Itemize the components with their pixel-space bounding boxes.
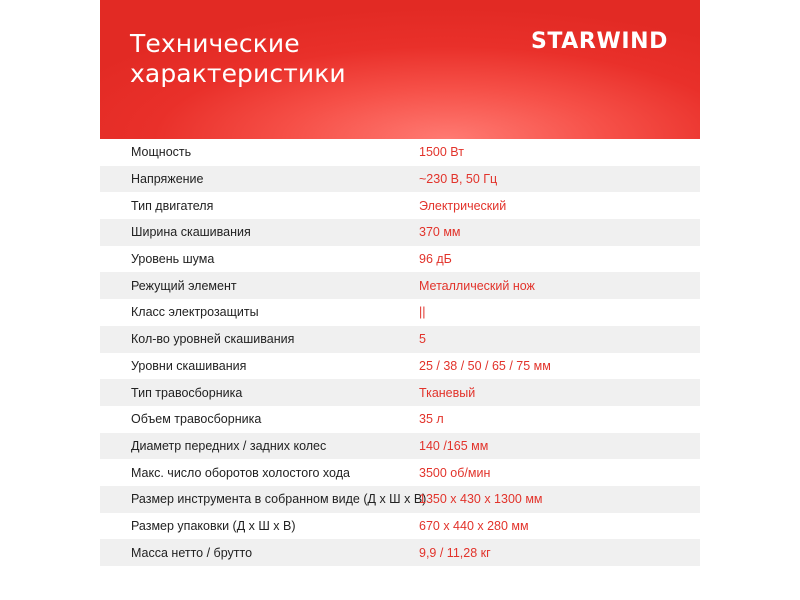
spec-row (100, 299, 700, 326)
spec-label: Тип двигателя (131, 198, 214, 213)
spec-value: 1500 Вт (419, 145, 464, 160)
spec-value: || (419, 305, 426, 320)
spec-label: Уровень шума (131, 252, 215, 267)
spec-row (100, 406, 700, 433)
spec-label: Уровни скашивания (131, 358, 247, 373)
spec-value: ~230 В, 50 Гц (419, 172, 498, 187)
header-banner (100, 0, 700, 139)
spec-label: Ширина скашивания (131, 225, 251, 240)
spec-row (100, 246, 700, 273)
spec-label: Масса нетто / брутто (131, 545, 253, 560)
spec-value: Тканевый (419, 385, 476, 400)
spec-value: 3500 об/мин (419, 465, 491, 480)
spec-label: Объем травосборника (131, 412, 262, 427)
spec-label: Макс. число оборотов холостого хода (131, 465, 350, 480)
spec-value: 96 дБ (419, 252, 452, 267)
spec-value: Металлический нож (419, 278, 535, 293)
brand-logo: STARWIND (530, 29, 668, 54)
spec-label: Кол-во уровней скашивания (131, 332, 295, 347)
spec-label: Размер упаковки (Д х Ш х В) (131, 518, 296, 533)
spec-row (100, 486, 700, 513)
spec-table (100, 139, 700, 566)
page-title (130, 29, 346, 89)
spec-row (100, 513, 700, 540)
spec-value: 9,9 / 11,28 кг (419, 545, 491, 560)
spec-row (100, 433, 700, 460)
spec-row (100, 166, 700, 193)
spec-value: 670 х 440 х 280 мм (419, 518, 529, 533)
spec-row (100, 326, 700, 353)
spec-value: 25 / 38 / 50 / 65 / 75 мм (419, 358, 551, 373)
spec-row (100, 219, 700, 246)
spec-label: Класс электрозащиты (131, 305, 259, 320)
spec-value: 5 (419, 332, 426, 347)
spec-label: Размер инструмента в собранном виде (Д х Ш х В) (131, 492, 427, 507)
spec-label: Диаметр передних / задних колес (131, 438, 327, 453)
spec-label: Напряжение (131, 172, 204, 187)
spec-label: Режущий элемент (131, 278, 237, 293)
spec-label: Мощность (131, 145, 192, 160)
spec-value: 35 л (419, 412, 444, 427)
spec-value: 370 мм (419, 225, 461, 240)
spec-row (100, 353, 700, 380)
spec-row (100, 539, 700, 566)
spec-row (100, 379, 700, 406)
spec-row (100, 272, 700, 299)
spec-row (100, 459, 700, 486)
spec-value: 140 /165 мм (419, 438, 489, 453)
spec-label: Тип травосборника (131, 385, 243, 400)
spec-value: 1350 х 430 х 1300 мм (419, 492, 543, 507)
spec-value: Электрический (419, 198, 507, 213)
spec-card (100, 0, 700, 570)
title-line-1: Технические (130, 29, 300, 58)
spec-row (100, 192, 700, 219)
spec-row (100, 139, 700, 166)
title-line-2: характеристики (130, 59, 346, 88)
